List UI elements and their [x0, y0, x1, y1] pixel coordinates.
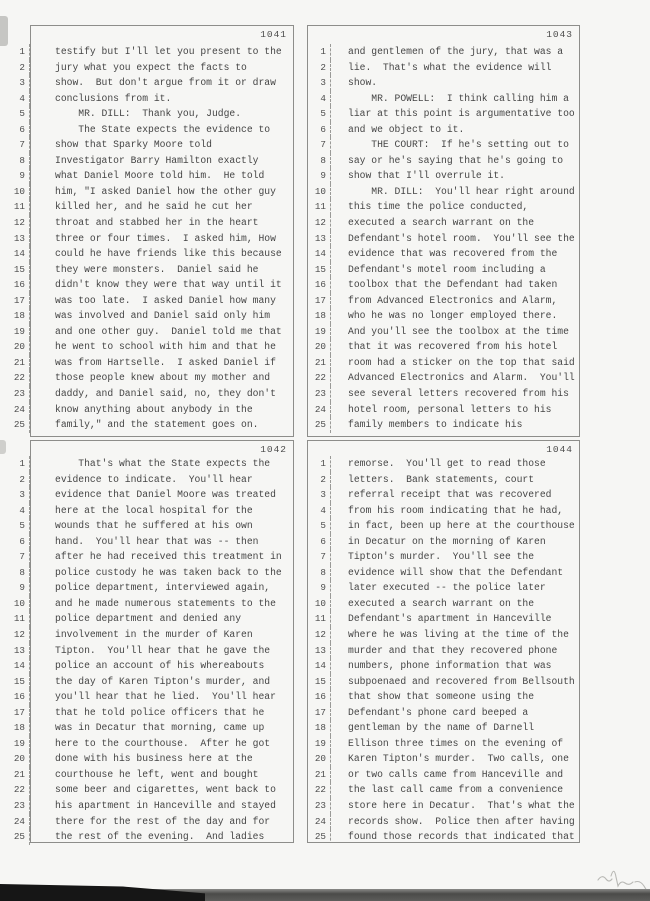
line-number: 1: [309, 456, 331, 472]
transcript-line: those people knew about my mother and: [55, 372, 271, 384]
line-number: 22: [309, 782, 331, 798]
transcript-line: Defendant's apartment in Hanceville: [348, 613, 552, 625]
line-number: 23: [8, 798, 30, 814]
line-number: 14: [8, 658, 30, 674]
transcript-line: THE COURT: If he's setting out to: [348, 139, 569, 151]
transcript-line: That's what the State expects the: [55, 458, 271, 469]
line-number: 18: [8, 720, 30, 736]
transcript-line: see several letters recovered from his: [348, 388, 569, 400]
transcript-line: after he had received this treatment in: [55, 551, 282, 563]
transcript-line: in Decatur on the morning of Karen: [348, 535, 546, 547]
line-number: 12: [309, 627, 331, 643]
transcript-line: Investigator Barry Hamilton exactly: [55, 154, 259, 166]
line-number: 5: [8, 106, 30, 122]
line-number: 24: [309, 402, 331, 418]
line-number: 25: [8, 417, 30, 433]
transcript-line: show that I'll overrule it.: [348, 170, 505, 182]
line-number: 14: [8, 246, 30, 262]
page-number: 1042: [260, 444, 287, 455]
transcript-line: evidence that was recovered from the: [348, 248, 558, 260]
transcript-line: Karen Tipton's murder. Two calls, one: [348, 753, 569, 765]
transcript-line: could he have friends like this because: [55, 248, 282, 260]
transcript-line: MR. DILL: Thank you, Judge.: [55, 108, 242, 120]
line-number: 4: [8, 91, 30, 107]
line-number: 13: [309, 643, 331, 659]
line-number: 6: [8, 534, 30, 550]
line-number: 22: [8, 370, 30, 386]
transcript-line: subpoenaed and recovered from Bellsouth: [348, 675, 575, 687]
line-number: 9: [309, 168, 331, 184]
transcript-line: hand. You'll hear that was -- then: [55, 535, 259, 547]
line-number: 12: [309, 215, 331, 231]
line-number: 25: [309, 417, 331, 433]
line-number: 2: [309, 60, 331, 76]
line-number: 5: [309, 106, 331, 122]
transcript-line: Defendant's motel room including a: [348, 263, 546, 275]
line-number: 18: [309, 720, 331, 736]
transcript-line: And you'll see the toolbox at the time: [348, 325, 569, 337]
transcript-line: the last call came from a convenience: [348, 784, 564, 796]
transcript-line: was too late. I asked Daniel how many: [55, 294, 276, 306]
transcript-line: Tipton. You'll hear that he gave the: [55, 644, 271, 656]
line-number: 7: [309, 549, 331, 565]
line-number: 3: [8, 75, 30, 91]
line-number: 12: [8, 627, 30, 643]
transcript-line: some beer and cigarettes, went back to: [55, 784, 276, 796]
line-number: 4: [8, 503, 30, 519]
line-number: 1: [8, 44, 30, 60]
line-number: 17: [309, 705, 331, 721]
transcript-line: say or he's saying that he's going to: [348, 154, 564, 166]
line-number: 20: [8, 339, 30, 355]
page-text: [331, 26, 575, 436]
transcript-line: Tipton's murder. You'll see the: [348, 551, 535, 563]
transcript-page-1044: [307, 440, 580, 843]
line-number: 19: [309, 324, 331, 340]
transcript-line: show.: [348, 77, 378, 89]
line-number: 23: [309, 386, 331, 402]
line-number: 3: [309, 75, 331, 91]
line-number: 5: [8, 518, 30, 534]
transcript-line: letters. Bank statements, court: [348, 473, 535, 485]
line-number-gutter: [8, 440, 30, 845]
line-number: 24: [309, 814, 331, 830]
transcript-line: this time the police conducted,: [348, 201, 529, 213]
transcript-line: was in Decatur that morning, came up: [55, 722, 265, 734]
transcript-line: Advanced Electronics and Alarm. You'll: [348, 372, 575, 384]
line-number: 8: [309, 565, 331, 581]
transcript-line: police an account of his whereabouts: [55, 660, 265, 672]
transcript-line: from Advanced Electronics and Alarm,: [348, 294, 558, 306]
line-number-gutter: [309, 441, 331, 842]
line-number: 25: [309, 829, 331, 843]
scan-edge-smudge-top: [0, 16, 8, 46]
transcript-page-1041: [8, 25, 294, 437]
transcript-line: or two calls came from Hanceville and: [348, 768, 564, 780]
transcript-line: executed a search warrant on the: [348, 217, 535, 229]
transcript-line: Defendant's phone card beeped a: [348, 706, 529, 718]
transcript-line: evidence will show that the Defendant: [348, 566, 564, 578]
transcript-line: and he made numerous statements to the: [55, 597, 276, 609]
transcript-line: throat and stabbed her in the heart: [55, 217, 259, 229]
transcript-line: was from Hartselle. I asked Daniel if: [55, 356, 276, 368]
transcript-line: Ellison three times on the evening of: [348, 737, 564, 749]
line-number: 4: [309, 91, 331, 107]
transcript-line: you'll hear that he lied. You'll hear: [55, 691, 276, 703]
transcript-line: that show that someone using the: [348, 691, 535, 703]
transcript-line: show that Sparky Moore told: [55, 139, 212, 151]
line-number: 10: [309, 184, 331, 200]
transcript-page-1043: [307, 25, 580, 437]
line-number: 6: [309, 534, 331, 550]
transcript-line: store here in Decatur. That's what the: [348, 800, 575, 812]
transcript-line: testify but I'll let you present to the: [55, 46, 282, 57]
line-number: 15: [309, 674, 331, 690]
line-number: 2: [8, 60, 30, 76]
line-number: 6: [8, 122, 30, 138]
transcript-line: in fact, been up here at the courthouse: [348, 520, 575, 532]
line-number: 18: [8, 308, 30, 324]
line-number: 9: [8, 580, 30, 596]
transcript-line: and one other guy. Daniel told me that: [55, 325, 282, 337]
line-number-gutter: [309, 26, 331, 436]
transcript-line: MR. DILL: You'll hear right around: [348, 185, 575, 197]
line-number: 11: [8, 199, 30, 215]
line-number: 16: [309, 689, 331, 705]
transcript-line: Defendant's hotel room. You'll see the: [348, 232, 575, 244]
line-number: 13: [8, 231, 30, 247]
line-number: 11: [309, 199, 331, 215]
transcript-line: where he was living at the time of the: [348, 629, 569, 641]
line-number: 16: [309, 277, 331, 293]
transcript-line: what Daniel Moore told him. He told: [55, 170, 265, 182]
line-number: 2: [8, 472, 30, 488]
transcript-line: records show. Police then after having: [348, 815, 575, 827]
line-number: 4: [309, 503, 331, 519]
transcript-line: courthouse he left, went and bought: [55, 768, 259, 780]
line-number: 21: [8, 767, 30, 783]
line-number: 15: [8, 674, 30, 690]
line-number: 5: [309, 518, 331, 534]
line-number: 14: [309, 246, 331, 262]
line-number: 9: [8, 168, 30, 184]
line-number: 11: [8, 611, 30, 627]
line-number: 16: [8, 277, 30, 293]
page-text: [31, 441, 293, 843]
line-number: 21: [309, 355, 331, 371]
line-number: 8: [8, 565, 30, 581]
page-number: 1044: [546, 444, 573, 455]
line-number: 13: [8, 643, 30, 659]
transcript-line: the rest of the evening. And ladies: [55, 831, 265, 843]
page-box: [307, 25, 580, 437]
line-number: 15: [309, 262, 331, 278]
line-number: 17: [8, 705, 30, 721]
line-number: 19: [8, 324, 30, 340]
scan-edge-artifact-dark: [0, 884, 205, 901]
line-number: 20: [8, 751, 30, 767]
line-number: 14: [309, 658, 331, 674]
line-number: 3: [8, 487, 30, 503]
line-number: 23: [309, 798, 331, 814]
transcript-line: his apartment in Hanceville and stayed: [55, 800, 276, 812]
transcript-line: didn't know they were that way until it: [55, 279, 282, 291]
transcript-line: that he told police officers that he: [55, 706, 265, 718]
transcript-line: numbers, phone information that was: [348, 660, 552, 672]
line-number: 11: [309, 611, 331, 627]
line-number: 10: [8, 184, 30, 200]
line-number: 21: [309, 767, 331, 783]
transcript-line: later executed -- the police later: [348, 582, 546, 594]
line-number: 15: [8, 262, 30, 278]
transcript-line: involvement in the murder of Karen: [55, 629, 253, 641]
transcript-line: was involved and Daniel said only him: [55, 310, 271, 322]
transcript-line: room had a sticker on the top that said: [348, 356, 575, 368]
page-text: [331, 441, 575, 842]
transcript-line: police department, interviewed again,: [55, 582, 271, 594]
page-text: [31, 26, 293, 433]
line-number: 23: [8, 386, 30, 402]
line-number: 17: [309, 293, 331, 309]
line-number: 12: [8, 215, 30, 231]
transcript-line: and gentlemen of the jury, that was a: [348, 46, 564, 57]
line-number: 24: [8, 402, 30, 418]
transcript-line: wounds that he suffered at his own: [55, 520, 253, 532]
page-number: 1041: [260, 29, 287, 40]
line-number: 13: [309, 231, 331, 247]
transcript-line: murder and that they recovered phone: [348, 644, 558, 656]
line-number: 20: [309, 751, 331, 767]
transcript-line: that it was recovered from his hotel: [348, 341, 558, 353]
line-number: 10: [309, 596, 331, 612]
line-number: 19: [8, 736, 30, 752]
line-number: 25: [8, 829, 30, 845]
transcript-line: killed her, and he said he cut her: [55, 201, 253, 213]
transcript-line: family," and the statement goes on.: [55, 419, 259, 431]
transcript-line: they were monsters. Daniel said he: [55, 263, 259, 275]
line-number: 8: [309, 153, 331, 169]
transcript-line: found those records that indicated that: [348, 831, 575, 843]
transcript-line: toolbox that the Defendant had taken: [348, 279, 558, 291]
line-number: 10: [8, 596, 30, 612]
transcript-line: from his room indicating that he had,: [348, 504, 564, 516]
transcript-line: show. But don't argue from it or draw: [55, 77, 276, 89]
line-number: 6: [309, 122, 331, 138]
transcript-line: evidence to indicate. You'll hear: [55, 473, 253, 485]
transcript-line: lie. That's what the evidence will: [348, 61, 552, 73]
transcript-line: remorse. You'll get to read those: [348, 458, 546, 469]
transcript-line: daddy, and Daniel said, no, they don't: [55, 388, 276, 400]
line-number: 24: [8, 814, 30, 830]
line-number: 18: [309, 308, 331, 324]
line-number: 17: [8, 293, 30, 309]
transcript-line: executed a search warrant on the: [348, 597, 535, 609]
page-box: [307, 440, 580, 843]
transcript-line: and we object to it.: [348, 123, 465, 135]
transcript-line: family members to indicate his: [348, 419, 523, 431]
line-number: 21: [8, 355, 30, 371]
transcript-line: here to the courthouse. After he got: [55, 737, 271, 749]
page-box: [30, 25, 294, 437]
transcript-line: police department and denied any: [55, 613, 242, 625]
page-number: 1043: [546, 29, 573, 40]
line-number: 20: [309, 339, 331, 355]
line-number: 2: [309, 472, 331, 488]
transcript-line: know anything about anybody in the: [55, 403, 253, 415]
transcript-line: three or four times. I asked him, How: [55, 232, 276, 244]
transcript-line: here at the local hospital for the: [55, 504, 253, 516]
transcript-line: jury what you expect the facts to: [55, 61, 247, 73]
transcript-line: him, "I asked Daniel how the other guy: [55, 185, 276, 197]
line-number: 7: [309, 137, 331, 153]
line-number: 8: [8, 153, 30, 169]
transcript-line: he went to school with him and that he: [55, 341, 276, 353]
transcript-line: hotel room, personal letters to his: [348, 403, 552, 415]
transcript-line: who he was no longer employed there.: [348, 310, 558, 322]
line-number: 7: [8, 137, 30, 153]
line-number: 22: [309, 370, 331, 386]
line-number: 1: [309, 44, 331, 60]
transcript-line: police custody he was taken back to the: [55, 566, 282, 578]
transcript-line: The State expects the evidence to: [55, 123, 271, 135]
line-number-gutter: [8, 25, 30, 433]
transcript-line: referral receipt that was recovered: [348, 489, 552, 501]
line-number: 16: [8, 689, 30, 705]
transcript-line: done with his business here at the: [55, 753, 253, 765]
line-number: 3: [309, 487, 331, 503]
line-number: 9: [309, 580, 331, 596]
transcript-line: evidence that Daniel Moore was treated: [55, 489, 276, 501]
transcript-line: MR. POWELL: I think calling him a: [348, 92, 569, 104]
transcript-line: there for the rest of the day and for: [55, 815, 271, 827]
transcript-line: gentleman by the name of Darnell: [348, 722, 535, 734]
line-number: 7: [8, 549, 30, 565]
line-number: 22: [8, 782, 30, 798]
scan-edge-smudge-middle: [0, 440, 6, 454]
transcript-line: liar at this point is argumentative too: [348, 108, 575, 120]
transcript-line: the day of Karen Tipton's murder, and: [55, 675, 271, 687]
transcript-line: conclusions from it.: [55, 92, 172, 104]
line-number: 1: [8, 456, 30, 472]
transcript-page-1042: [8, 440, 294, 845]
page-box: [30, 440, 294, 843]
line-number: 19: [309, 736, 331, 752]
